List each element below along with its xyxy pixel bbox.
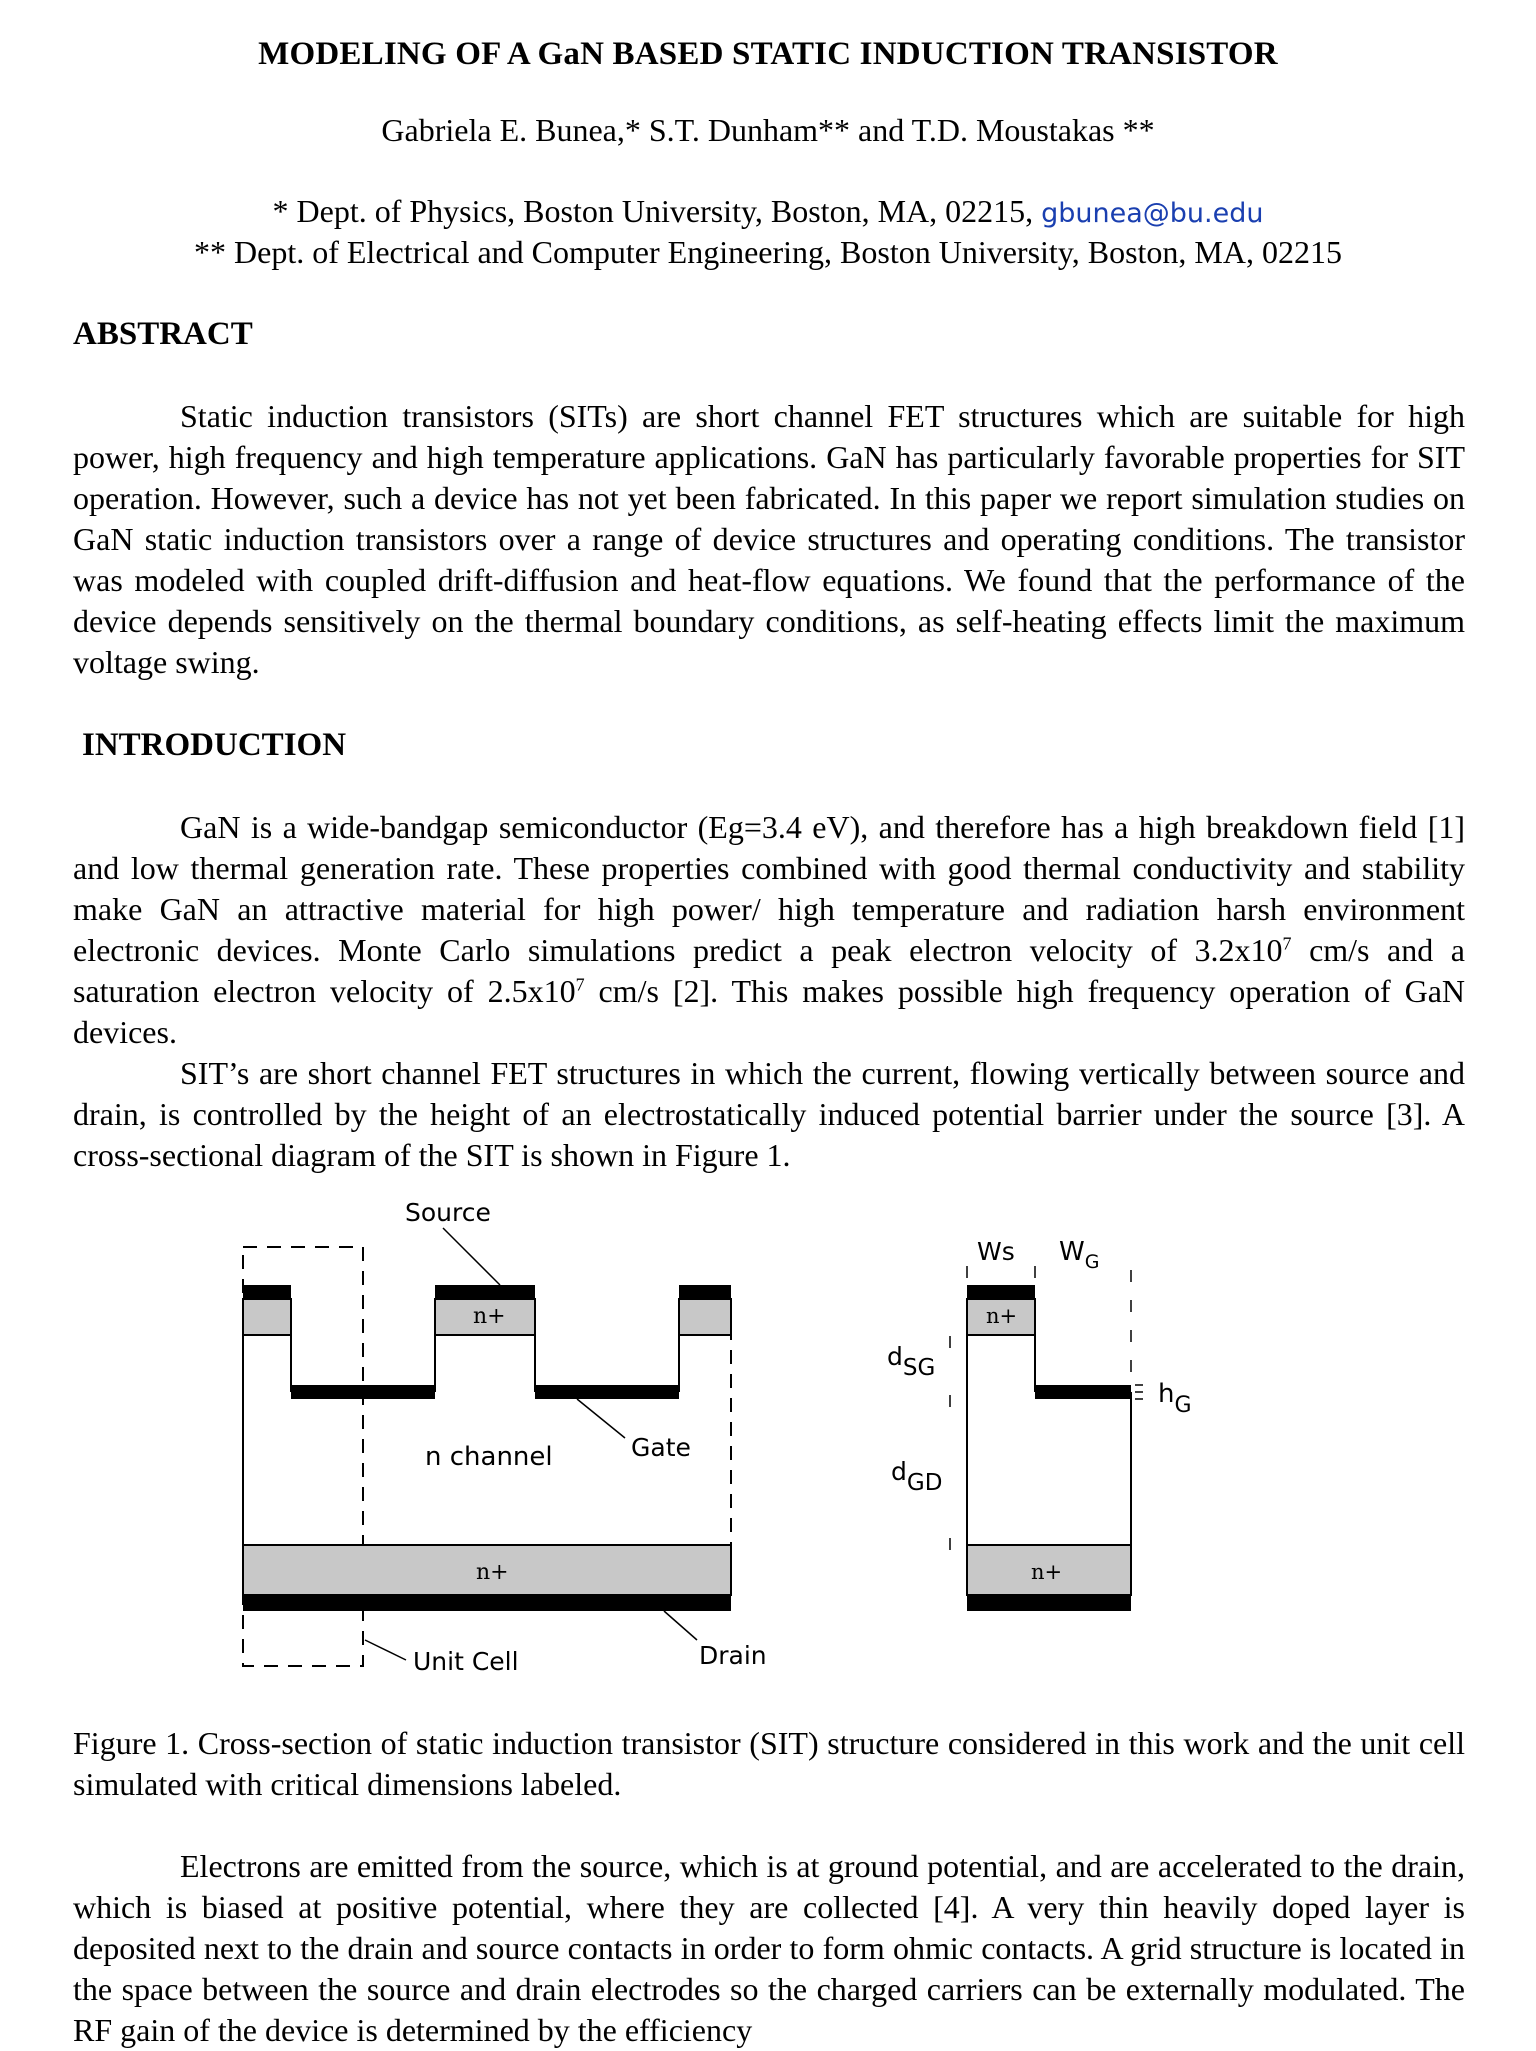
introduction-heading: INTRODUCTION: [82, 727, 347, 763]
unit-cell-leader: [365, 1640, 406, 1660]
abstract-text: Static induction transistors (SITs) are short channel FET structures which are suitable for high power, high frequency and high temperature applications. GaN has particularly favorable properties for SIT operation. However, such a device has not yet been fabricated. In this paper we report simulation studies on GaN static induction transistors over a range of device structures and operating conditions. The transistor was modeled with coupled drift-diffusion and heat-flow equations. We found that the performance of the device depends sensitively on the thermal boundary conditions, as self-heating effects limit the maximum voltage swing.: [73, 398, 1465, 680]
right-gate-contact: [535, 1385, 679, 1399]
left-gate-contact: [291, 1385, 435, 1399]
unit-gate-contact: [1035, 1385, 1131, 1399]
dsg-label: dSG: [887, 1342, 936, 1381]
drain-label: Drain: [699, 1641, 767, 1670]
source-leader: [443, 1228, 500, 1285]
intro-p1-text-c: cm/s [2]. This makes possible high frequency operation of GaN devices.: [73, 973, 1466, 1050]
intro-paragraph-1: [73, 807, 1465, 1053]
drain-contact: [243, 1595, 731, 1611]
right-source-nplus: [679, 1299, 731, 1335]
left-source-nplus: [243, 1299, 291, 1335]
unit-cell-label: Unit Cell: [413, 1647, 519, 1676]
wg-label: $W_G$: [1059, 1237, 1100, 1273]
mesa-outline: [243, 1335, 679, 1545]
ws-label: Ws: [977, 1237, 1015, 1266]
n-channel-label: n channel: [425, 1442, 553, 1472]
affiliation-1: [0, 193, 1536, 230]
intro-p1-text-b: cm/s and a saturation electron velocity of 2.5x10: [73, 932, 1466, 1009]
exponent-2: 7: [575, 974, 585, 995]
source-label: Source: [405, 1198, 491, 1227]
unit-cell-walls: [967, 1335, 1131, 1545]
center-source-contact: [435, 1285, 535, 1299]
author-email-link[interactable]: gbunea@bu.edu: [1041, 198, 1264, 229]
hg-label: $h_G$: [1158, 1379, 1192, 1418]
exponent-1: 7: [1282, 933, 1292, 954]
bottom-nplus-label: n+: [476, 1560, 509, 1585]
left-source-contact: [243, 1285, 291, 1299]
intro-paragraph-2: SIT’s are short channel FET structures in which the current, flowing vertically between source and drain, is controlled by the height of an electrostatically induced potential barrier under the source [3]. A cross-sectional diagram of the SIT is shown in Figure 1.: [73, 1055, 1465, 1173]
unit-bottom-nplus-label: n+: [1031, 1560, 1063, 1584]
dgd-label: dGD: [891, 1457, 943, 1496]
paper-title: MODELING OF A GaN BASED STATIC INDUCTION TRANSISTOR: [258, 36, 1278, 72]
drain-leader: [664, 1611, 697, 1640]
author-list: Gabriela E. Bunea,* S.T. Dunham** and T.D. Moustakas **: [381, 112, 1155, 148]
affiliation-2: ** Dept. of Electrical and Computer Engineering, Boston University, Boston, MA, 02215: [194, 234, 1342, 270]
center-source-nplus-label: n+: [473, 1304, 506, 1329]
affiliation-1-text: * Dept. of Physics, Boston University, Boston, MA, 02215,: [272, 193, 1034, 229]
abstract-heading: ABSTRACT: [73, 316, 253, 352]
unit-source-nplus-label: n+: [986, 1304, 1018, 1328]
unit-source-contact: [967, 1285, 1035, 1299]
body-paragraph-3: Electrons are emitted from the source, which is at ground potential, and are accelerated to the drain, which is biased at positive potential, where they are collected [4]. A very thin heavily doped layer is deposited next to the drain and source contacts in order to form ohmic contacts. A grid structure is located in the space between the source and drain electrodes so the charged carriers can be externally modulated. The RF gain of the device is determined by the efficiency: [73, 1848, 1465, 2048]
figure-1-caption: Figure 1. Cross-section of static induction transistor (SIT) structure considered in this work and the unit cell simulated with critical dimensions labeled.: [73, 1725, 1465, 1802]
gate-leader: [577, 1399, 625, 1438]
gate-label: Gate: [631, 1433, 691, 1462]
intro-p1-text-a: GaN is a wide-bandgap semiconductor (Eg=3.4 eV), and therefore has a high breakdown field [1] and low thermal generation rate. These properties combined with good thermal conductivity and stability make GaN an attractive material for high power/ high temperature and radiation harsh environment electronic devices. Monte Carlo simulations predict a peak electron velocity of 3.2x10: [73, 809, 1465, 968]
unit-drain-contact: [967, 1595, 1131, 1611]
figure-1-diagram: [0, 1185, 1536, 1685]
right-source-contact: [679, 1285, 731, 1299]
